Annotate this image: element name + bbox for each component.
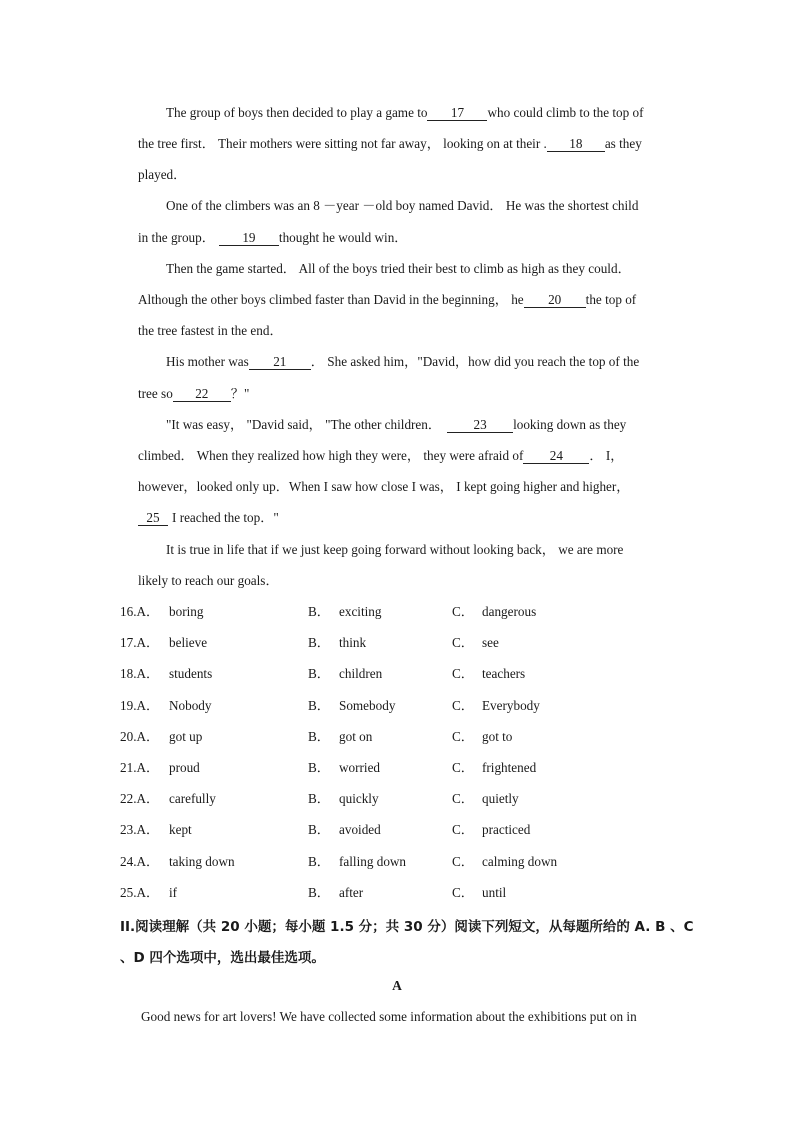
passage-letter: A (392, 978, 402, 993)
text: the top of (585, 292, 637, 307)
blank-25: 25 (138, 511, 168, 526)
passage-line (166, 261, 631, 277)
option-row (0, 604, 794, 620)
option-a[interactable]: if (169, 885, 178, 900)
option-b[interactable]: got on (339, 729, 373, 744)
question-number: 18.A． (120, 666, 160, 681)
option-b-label: B． (308, 604, 330, 619)
option-a[interactable]: carefully (169, 791, 216, 806)
passage-line (166, 417, 626, 433)
question-number: 19.A． (120, 698, 160, 713)
option-b-label: B． (308, 822, 330, 837)
option-c-label: C． (452, 822, 474, 837)
option-a[interactable]: believe (169, 635, 208, 650)
option-a[interactable]: kept (169, 822, 192, 837)
passage-intro (141, 1009, 637, 1025)
option-c-label: C． (452, 698, 474, 713)
option-c-label: C． (452, 760, 474, 775)
passage-line (166, 198, 638, 214)
section-heading (120, 915, 694, 935)
text: likely to reach our goals． (138, 573, 279, 588)
option-b[interactable]: after (339, 885, 364, 900)
option-row (0, 666, 794, 682)
option-row (0, 698, 794, 714)
option-b-label: B． (308, 729, 330, 744)
option-b-label: B． (308, 885, 330, 900)
passage-line (138, 230, 408, 246)
passage-line (138, 573, 279, 589)
option-a[interactable]: boring (169, 604, 204, 619)
text: ． I， (589, 448, 624, 463)
text: It is true in life that if we just keep going forward without looking back， we are more (166, 542, 624, 557)
blank-24: 24 (523, 449, 589, 464)
option-row (0, 822, 794, 838)
blank-23: 23 (447, 418, 513, 433)
option-c[interactable]: quietly (482, 791, 519, 806)
question-number: 24.A． (120, 854, 160, 869)
option-b[interactable]: children (339, 666, 383, 681)
option-c[interactable]: practiced (482, 822, 531, 837)
option-b-label: B． (308, 854, 330, 869)
option-c-label: C． (452, 666, 474, 681)
option-b[interactable]: avoided (339, 822, 381, 837)
question-number: 21.A． (120, 760, 160, 775)
passage-line (138, 136, 642, 152)
text: who could climb to the top of (487, 105, 644, 120)
text: looking down as they (513, 417, 627, 432)
blank-22: 22 (173, 387, 231, 402)
text: His mother was (166, 354, 249, 369)
option-row (0, 854, 794, 870)
option-b[interactable]: Somebody (339, 698, 396, 713)
option-a[interactable]: Nobody (169, 698, 212, 713)
text: Then the game started． All of the boys tried their best to climb as high as they could． (166, 261, 631, 276)
passage-line (166, 542, 623, 558)
blank-21: 21 (249, 355, 311, 370)
question-number: 23.A． (120, 822, 160, 837)
option-c-label: C． (452, 854, 474, 869)
option-b-label: B． (308, 698, 330, 713)
question-number: 22.A． (120, 791, 160, 806)
option-b[interactable]: falling down (339, 854, 407, 869)
option-b[interactable]: worried (339, 760, 381, 775)
option-c[interactable]: teachers (482, 666, 526, 681)
text: however，looked only up．When I saw how close I was， I kept going higher and higher， (138, 479, 630, 494)
text: as they (604, 136, 642, 151)
option-b-label: B． (308, 791, 330, 806)
question-number: 25.A． (120, 885, 160, 900)
text: "It was easy， "David said， "The other children． (166, 417, 442, 432)
section-heading (120, 946, 676, 966)
passage-line (138, 386, 249, 402)
option-c-label: C． (452, 885, 474, 900)
text: ？" (230, 386, 250, 401)
question-number: 20.A． (120, 729, 160, 744)
blank-19: 19 (219, 231, 279, 246)
text: One of the climbers was an 8 －year －old boy named David． He was the shortest child (166, 198, 639, 213)
passage-line (166, 105, 644, 121)
option-c[interactable]: until (482, 885, 507, 900)
option-a[interactable]: taking down (169, 854, 235, 869)
blank-17: 17 (427, 106, 487, 121)
option-c[interactable]: got to (482, 729, 513, 744)
option-c[interactable]: Everybody (482, 698, 540, 713)
text: ． She asked him，"David，how did you reach the top of the (310, 354, 640, 369)
option-row (0, 885, 794, 901)
option-row (0, 760, 794, 776)
option-b[interactable]: quickly (339, 791, 379, 806)
option-a[interactable]: proud (169, 760, 200, 775)
option-b[interactable]: exciting (339, 604, 382, 619)
option-c[interactable]: calming down (482, 854, 558, 869)
text: Although the other boys climbed faster than David in the beginning， he (138, 292, 524, 307)
option-c-label: C． (452, 729, 474, 744)
text: in the group． (138, 230, 215, 245)
option-row (0, 729, 794, 745)
text: the tree fastest in the end． (138, 323, 283, 338)
blank-20: 20 (524, 293, 586, 308)
text: The group of boys then decided to play a game to (166, 105, 428, 120)
passage-line (138, 292, 636, 308)
option-row (0, 791, 794, 807)
text: I reached the top．" (172, 510, 279, 525)
option-b-label: B． (308, 635, 330, 650)
option-c[interactable]: dangerous (482, 604, 537, 619)
option-row (0, 635, 794, 651)
text: played． (138, 167, 187, 182)
option-c-label: C． (452, 604, 474, 619)
passage-line (138, 448, 623, 464)
passage-line (138, 479, 630, 495)
option-c-label: C． (452, 791, 474, 806)
text: climbed． When they realized how high they were， they were afraid of (138, 448, 524, 463)
option-b-label: B． (308, 666, 330, 681)
text: the tree first． Their mothers were sitting not far away， looking on at their . (138, 136, 547, 151)
section-heading-line: II.阅读理解（共 20 小题；每小题 1.5 分；共 30 分）阅读下列短文，从每题所给的 A. B 、C (120, 919, 694, 935)
question-number: 17.A． (120, 635, 160, 650)
option-b[interactable]: think (339, 635, 367, 650)
passage-line (138, 323, 283, 339)
option-c-label: C． (452, 635, 474, 650)
option-c[interactable]: frightened (482, 760, 537, 775)
text: tree so (138, 386, 173, 401)
option-a[interactable]: got up (169, 729, 203, 744)
section-heading-line: 、D 四个选项中，选出最佳选项。 (120, 950, 325, 966)
passage-line (138, 167, 186, 183)
option-b-label: B． (308, 760, 330, 775)
text: thought he would win． (278, 230, 408, 245)
passage-line (138, 510, 279, 526)
blank-18: 18 (547, 137, 605, 152)
option-a[interactable]: students (169, 666, 213, 681)
option-c[interactable]: see (482, 635, 499, 650)
passage-line (166, 354, 639, 370)
text: Good news for art lovers! We have collected some information about the exhibitions put on in (141, 1009, 637, 1024)
question-number: 16.A． (120, 604, 160, 619)
